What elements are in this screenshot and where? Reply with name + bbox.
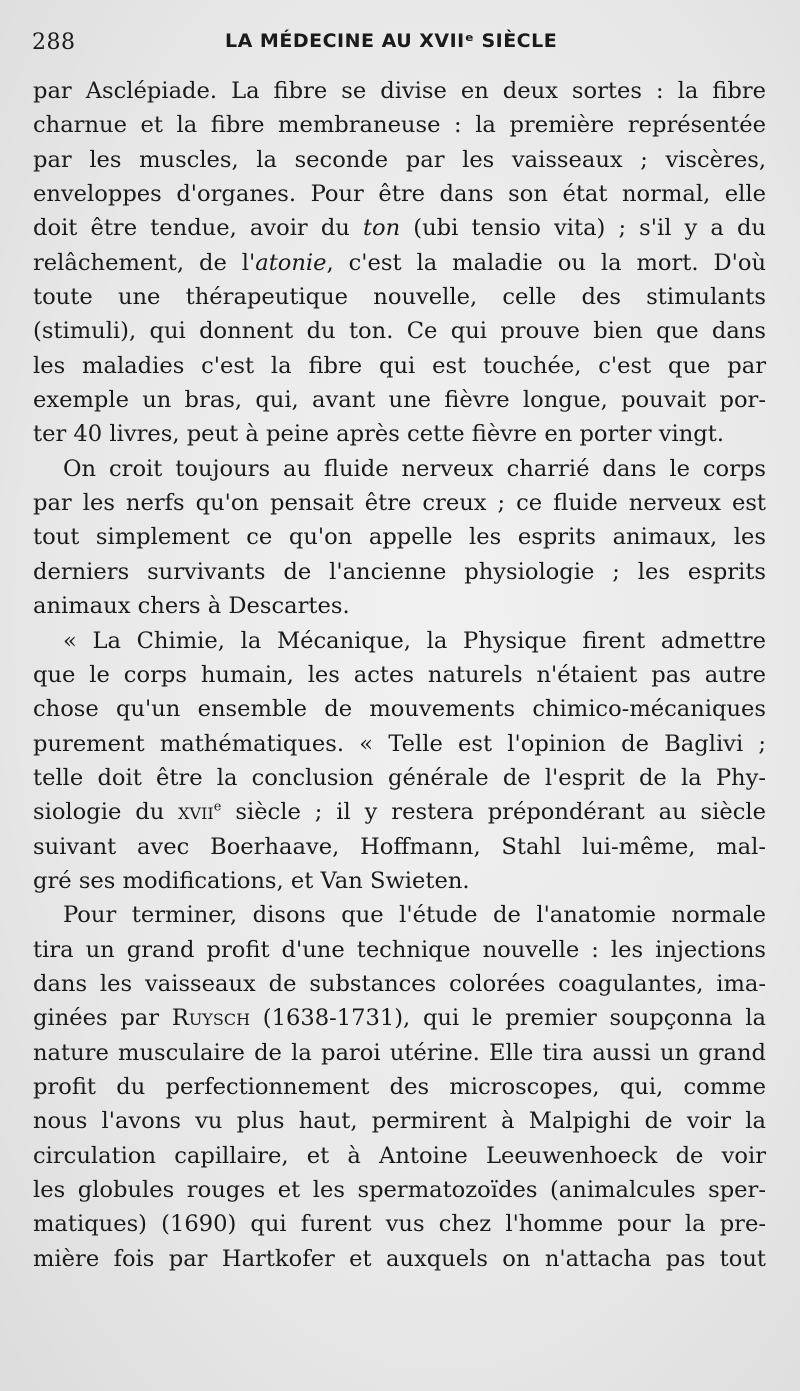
text-line [33, 658, 766, 692]
italic-term: ton [362, 215, 401, 242]
superscript: e [213, 799, 222, 815]
text-line [33, 1070, 766, 1104]
text-line [33, 1139, 766, 1173]
text-line [33, 486, 766, 520]
text-line [33, 452, 766, 486]
line-text: exemple un bras, qui, avant une fièvre longue, pouvait por- [33, 387, 766, 414]
line-text: tout simplement ce qu'on appelle les esprits animaux, les [33, 524, 766, 551]
line-text: « La Chimie, la Mécanique, la Physique firent admettre [63, 627, 766, 654]
line-text: (stimuli), qui donnent du ton. Ce qui prouve bien que dans [33, 318, 766, 345]
line-text: telle doit être la conclusion générale de l'esprit de la Phy- [33, 764, 766, 791]
text-line [33, 74, 766, 108]
line-text: mière fois par Hartkofer et auxquels on n'attacha pas tout [33, 1245, 766, 1272]
line-text: (1638-1731), qui le premier soupçonna la [250, 1005, 766, 1032]
text-line [33, 864, 766, 898]
page-number: 288 [32, 30, 76, 55]
text-line [33, 967, 766, 1001]
line-text: nous l'avons vu plus haut, permirent à Malpighi de voir la [33, 1108, 766, 1135]
line-text: dans les vaisseaux de substances colorées coagulantes, ima- [33, 970, 766, 997]
text-line [33, 349, 766, 383]
line-text: charnue et la fibre membraneuse : la première représentée [33, 112, 766, 139]
line-text: les maladies c'est la fibre qui est touchée, c'est que par [33, 352, 766, 379]
text-line [33, 1104, 766, 1138]
line-text: suivant avec Boerhaave, Hoffmann, Stahl lui-même, mal- [33, 833, 766, 860]
text-line [33, 280, 766, 314]
italic-term: atonie [255, 249, 327, 276]
line-text: (ubi tensio vita) ; s'il y a du [400, 215, 766, 242]
text-line [33, 589, 766, 623]
line-text: les globules rouges et les spermatozoïdes (animalcules sper- [33, 1177, 766, 1203]
text-line [33, 417, 766, 451]
line-text: chose qu'un ensemble de mouvements chimico-mécaniques [33, 696, 766, 723]
line-text: enveloppes d'organes. Pour être dans son état normal, elle [33, 181, 766, 208]
line-text: derniers survivants de l'ancienne physiologie ; les esprits [33, 558, 766, 585]
line-text: gré ses modifications, et Van Swieten. [33, 867, 470, 894]
running-header [30, 28, 770, 62]
line-text: siècle ; il y restera prépondérant au siècle [221, 799, 766, 826]
text-line [33, 1242, 766, 1276]
text-line [33, 246, 766, 280]
line-text: Pour terminer, disons que l'étude de l'anatomie normale [63, 902, 766, 929]
text-line [33, 555, 766, 589]
text-line [33, 520, 766, 554]
line-text: matiques) (1690) qui furent vus chez l'homme pour la pre- [33, 1211, 766, 1238]
line-text: doit être tendue, avoir du [33, 215, 363, 242]
running-title: LA MÉDECINE AU XVIIᵉ SIÈCLE [225, 30, 558, 52]
text-line [33, 1036, 766, 1070]
line-text: profit du perfectionnement des microscopes, qui, comme [33, 1073, 766, 1100]
text-line [33, 761, 766, 795]
line-text: ginées par [33, 1005, 172, 1032]
line-text: relâchement, de l' [33, 249, 256, 276]
text-line [33, 933, 766, 967]
text-line [33, 795, 766, 829]
line-text: nature musculaire de la paroi utérine. Elle tira aussi un grand [33, 1039, 766, 1066]
line-text: , c'est la maladie ou la mort. D'où [326, 249, 766, 276]
text-line [33, 143, 766, 177]
line-text: circulation capillaire, et à Antoine Leeuwenhoeck de voir [33, 1142, 766, 1169]
text-line [33, 727, 766, 761]
text-line [33, 211, 766, 245]
text-line [33, 314, 766, 348]
line-text: siologie du [33, 799, 179, 826]
text-line [33, 830, 766, 864]
line-text: toute une thérapeutique nouvelle, celle des stimulants [33, 284, 766, 311]
text-line [33, 1001, 766, 1035]
text-line [33, 1207, 766, 1241]
line-text: que le corps humain, les actes naturels n'étaient pas autre [33, 661, 766, 688]
text-line [33, 692, 766, 726]
text-line [33, 1173, 766, 1207]
text-line [33, 624, 766, 658]
line-text: purement mathématiques. « Telle est l'opinion de Baglivi ; [33, 730, 766, 757]
text-line [33, 898, 766, 932]
line-text: par Asclépiade. La fibre se divise en deux sortes : la fibre [33, 78, 766, 104]
line-text: ter 40 livres, peut à peine après cette fièvre en porter vingt. [33, 421, 725, 448]
small-caps-text: Ruysch [171, 1005, 251, 1032]
line-text: tira un grand profit d'une technique nouvelle : les injections [33, 936, 766, 963]
line-text: On croit toujours au fluide nerveux charrié dans le corps [63, 455, 766, 482]
text-line [33, 108, 766, 142]
text-line [33, 383, 766, 417]
line-text: animaux chers à Descartes. [33, 593, 350, 620]
small-caps-text: xvii [178, 799, 214, 826]
line-text: par les nerfs qu'on pensait être creux ; ce fluide nerveux est [33, 490, 766, 517]
text-line [33, 177, 766, 211]
body-text [33, 74, 766, 1276]
line-text: par les muscles, la seconde par les vaisseaux ; viscères, [33, 146, 766, 173]
